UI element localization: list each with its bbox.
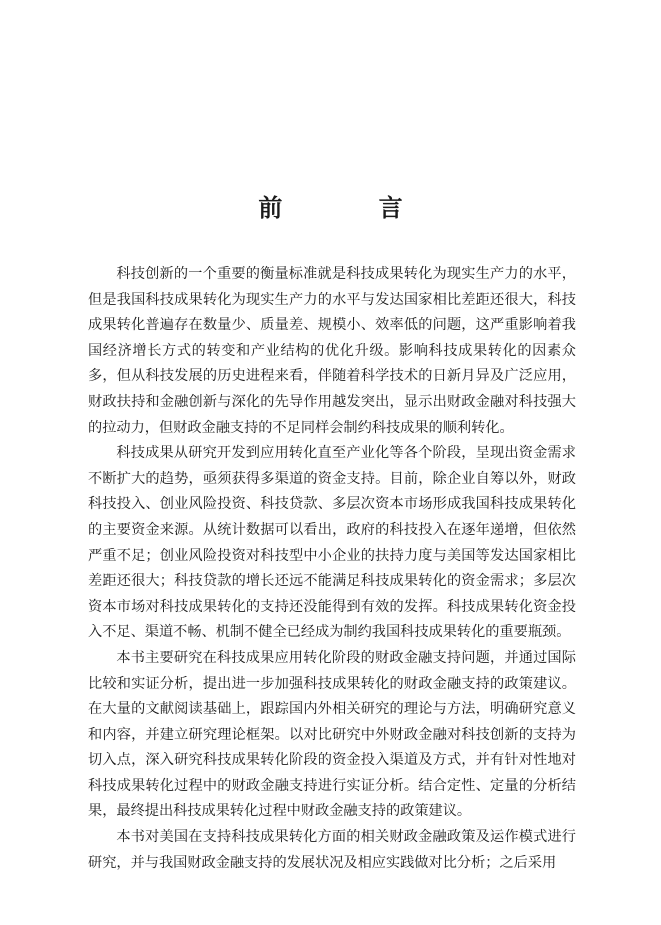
body-text (88, 262, 576, 876)
paragraph-1: 科技创新的一个重要的衡量标准就是科技成果转化为现实生产力的水平，但是我国科技成果转化为现实生产力的水平与发达国家相比差距还很大，科技成果转化普遍存在数量少、质量差、规模小、效率低的问题，这严重影响着我国经济增长方式的转变和产业结构的优化升级。影响科技成果转化的因素众多，但从科技发展的历史进程来看，伴随着科学技术的日新月异及广泛应用，财政扶持和金融创新与深化的先导作用越发突出，显示出财政金融对科技强大的拉动力，但财政金融支持的不足同样会制约科技成果的顺利转化。 (88, 266, 576, 436)
paragraph-3: 本书主要研究在科技成果应用转化阶段的财政金融支持问题，并通过国际比较和实证分析，提出进一步加强科技成果转化的财政金融支持的政策建议。在大量的文献阅读基础上，跟踪国内外相关研究的理论与方法，明确研究意义和内容，并建立研究理论框架。以对比研究中外财政金融对科技创新的支持为切入点，深入研究科技成果转化阶段的资金投入渠道及方式，并有针对性地对科技成果转化过程中的财政金融支持进行实证分析。结合定性、定量的分析结果，最终提出科技成果转化过程中财政金融支持的政策建议。 (88, 649, 576, 820)
page-title: 前 言 (258, 193, 447, 222)
paragraph-4: 本书对美国在支持科技成果转化方面的相关财政金融政策及运作模式进行研究，并与我国财政金融支持的发展状况及相应实践做对比分析；之后采用 (88, 829, 576, 871)
paragraph-2: 科技成果从研究开发到应用转化直至产业化等各个阶段，呈现出资金需求不断扩大的趋势，亟须获得多渠道的资金支持。目前，除企业自筹以外，财政科技投入、创业风险投资、科技贷款、多层次资本市场形成我国科技成果转化的主要资金来源。从统计数据可以看出，政府的科技投入在逐年递增，但依然严重不足；创业风险投资对科技型中小企业的扶持力度与美国等发达国家相比差距还很大；科技贷款的增长还远不能满足科技成果转化的资金需求；多层次资本市场对科技成果转化的支持还没能得到有效的发挥。科技成果转化资金投入不足、渠道不畅、机制不健全已经成为制约我国科技成果转化的重要瓶颈。 (88, 445, 576, 641)
